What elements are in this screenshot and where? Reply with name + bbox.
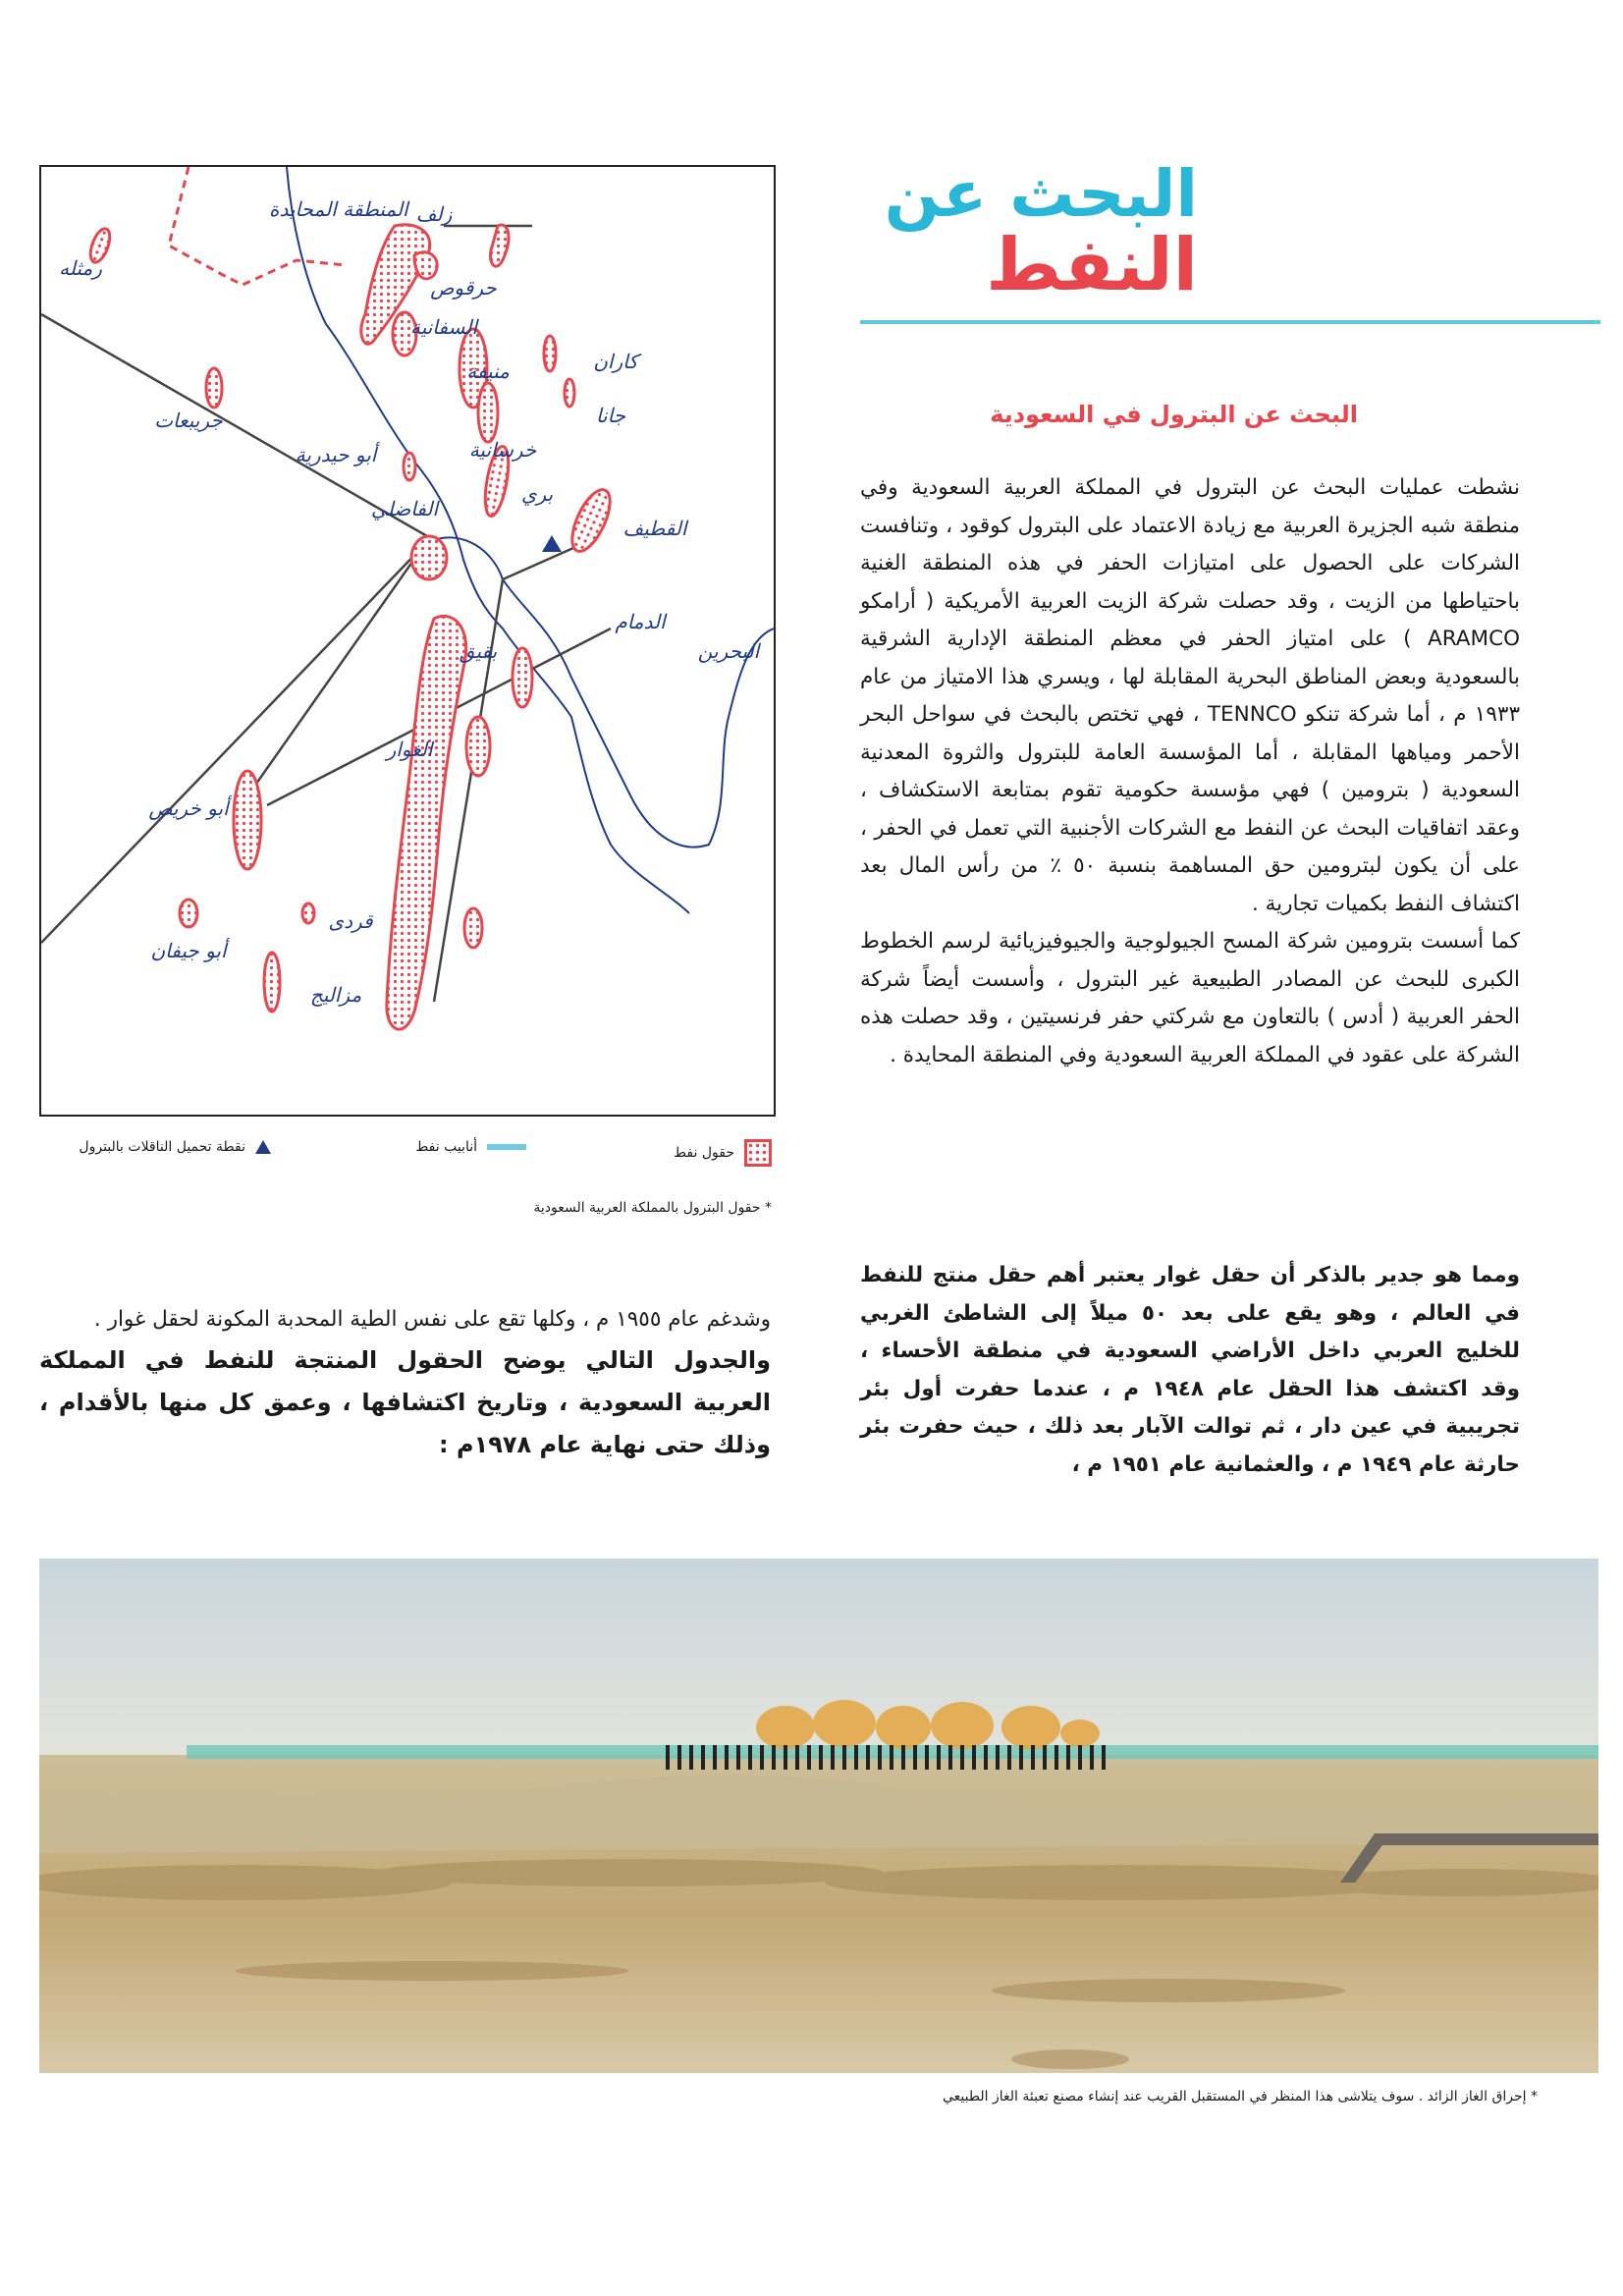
map-label-rumaila: رمثله xyxy=(59,256,102,280)
pipeline-swatch-icon xyxy=(487,1144,526,1150)
legend-item-terminal xyxy=(79,1139,271,1155)
map-legend xyxy=(39,1139,772,1178)
paragraph: وشدغم عام ١٩٥٥ م ، وكلها تقع على نفس الطية المحدبة المكونة لحقل غوار . xyxy=(93,1307,771,1332)
gas-flaring-photo xyxy=(39,1558,1598,2073)
map-label-khursaniya: خرسانية xyxy=(468,438,537,462)
map-label-dammam: الدمام xyxy=(615,610,666,633)
terminal-triangle-icon xyxy=(255,1140,271,1154)
map-label-abu-hadriya: أبو حيدرية xyxy=(295,443,377,466)
title-line-1: البحث عن xyxy=(884,156,1198,232)
paragraph: ومما هو جدير بالذكر أن حقل غوار يعتبر أهم حقل منتج للنفط في العالم ، وهو يقع على بعد ٥٠ ميلاً إلى الشاطئ الغربي للخليج العربي داخل الأراضي السعودية في منطقة الأحساء ، وقد اكتشف هذا الحقل عام ١٩٤٨ م ، عندما حفرت أول بئر تجريبية في عين دار ، ثم توالت الآبار بعد ذلك ، حيث حفرت بئر حارثة عام ١٩٤٩ م ، والعثمانية عام ١٩٥١ م ، xyxy=(860,1263,1521,1477)
oil-fields-map xyxy=(39,165,776,1117)
map-label-karan: كاران xyxy=(593,350,638,373)
legend-item-pipes xyxy=(415,1139,526,1155)
paragraph: كما أسست بترومين شركة المسح الجيولوجية والجيوفيزيائية لرسم الخطوط الكبرى للبحث عن المصادر الطبيعية غير البترول ، وأسست أيضاً شركة الحفر العربية ( أدس ) بالتعاون مع شركتي حفر فرنسيتين ، وقد حصلت هذه الشركة على عقود في المملكة العربية السعودية وفي المنطقة المحايدة . xyxy=(860,929,1520,1067)
title-divider xyxy=(860,320,1600,324)
legend-label-terminal: نقطة تحميل الناقلات بالبترول xyxy=(79,1139,245,1155)
neutral-zone-boundary xyxy=(169,167,346,285)
map-label-mazalij: مزاليج xyxy=(309,983,362,1007)
map-label-abqaiq: بقيق xyxy=(459,639,498,663)
oil-field-swatch-icon xyxy=(744,1139,772,1167)
left-column xyxy=(39,1301,771,1466)
map-graphic xyxy=(41,167,774,1115)
title-block xyxy=(844,156,1198,309)
map-label-jurayba: جريبعات xyxy=(154,409,223,432)
right-column-continued xyxy=(860,1257,1520,1484)
map-label-berri: بري xyxy=(520,482,554,506)
pipelines xyxy=(41,226,611,1002)
map-label-bahrain: البحرين xyxy=(697,639,760,663)
legend-label-fields: حقول نفط xyxy=(674,1145,734,1161)
map-label-ghawar: الغوار xyxy=(386,738,433,761)
map-label-abu-khurais: أبو خريص xyxy=(148,796,229,820)
photo-caption: * إحراق الغاز الزائد . سوف يتلاشى هذا المنظر في المستقبل القريب عند إنشاء مصنع تعبئة الغاز الطبيعي xyxy=(943,2089,1538,2105)
paragraph: نشطت عمليات البحث عن البترول في المملكة العربية السعودية وفي منطقة شبه الجزيرة العربية مع زيادة الاعتماد على البترول كوقود ، وتنافست الشركات على الحصول على امتيازات الحفر في هذه المنطقة الغنية باحتياطها من الزيت ، وقد حصلت شركة الزيت العربية الأمريكية ( أرامكو ARAMCO ) على امتياز الحفر في معظم المنطقة الإدارية الشرقية بالسعودية وبعض المناطق البحرية المقابلة لها ، ويسري هذا الامتياز من عام ١٩٣٣ م ، أما شركة تنكو TENNCO ، فهي تختص بالبحث في سواحل البحر الأحمر ومياهها المقابلة ، أما المؤسسة العامة للبترول والثروة المعدنية السعودية ( بترومين ) فهي مؤسسة حكومية تقوم بمتابعة الاستكشاف ، وعقد اتفاقيات البحث عن النفط مع الشركات الأجنبية التي تعمل في الحفر ، على أن يكون لبترومين حق المساهمة بنسبة ٥٠ ٪ من رأس المال بعد اكتشاف النفط بكميات تجارية . xyxy=(860,475,1520,916)
legend-item-fields xyxy=(674,1139,772,1167)
map-label-jana: جانا xyxy=(595,404,626,427)
map-label-neutral-zone: المنطقة المحايدة xyxy=(269,197,408,221)
map-label-safaniya: السفانية xyxy=(409,315,478,339)
section-heading: البحث عن البترول في السعودية xyxy=(990,401,1358,428)
map-label-manifa: منيفة xyxy=(466,359,510,383)
map-label-qirdi: قردى xyxy=(328,909,373,933)
title-line-2: النفط xyxy=(986,223,1198,307)
right-column xyxy=(860,469,1520,1074)
map-label-harqus: حرقوص xyxy=(430,276,497,300)
map-label-abu-jifan: أبو جيفان xyxy=(150,939,227,962)
paragraph-bold: والجدول التالي يوضح الحقول المنتجة للنفط في المملكة العربية السعودية ، وتاريخ اكتشافها ، وعمق كل منها بالأقدام ، وذلك حتى نهاية عام ١٩٧٨م : xyxy=(39,1345,771,1458)
map-label-fadhili: الفاضلي xyxy=(370,497,439,520)
map-label-zuluf: زلف xyxy=(415,202,453,226)
map-label-qatif: القطيف xyxy=(622,517,687,540)
legend-label-pipes: أنابيب نفط xyxy=(415,1139,477,1155)
terminal-marker xyxy=(542,535,562,552)
photo-graphic xyxy=(39,1558,1598,2073)
map-caption: * حقول البترول بالمملكة العربية السعودية xyxy=(533,1200,772,1216)
